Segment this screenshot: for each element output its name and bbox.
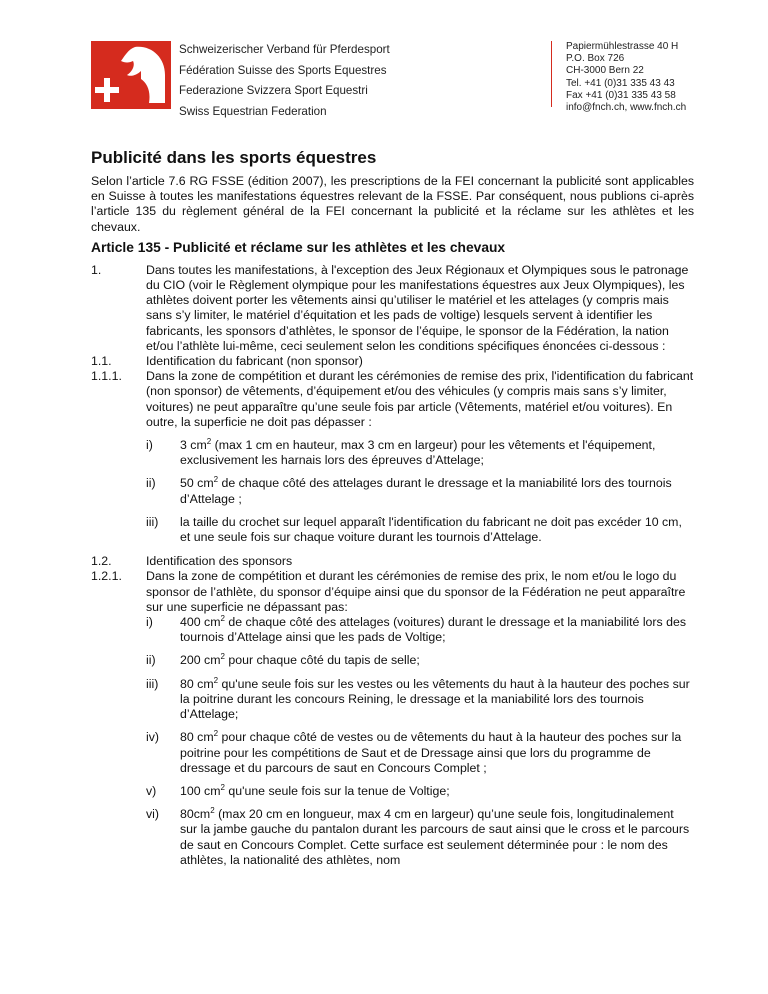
section-number: 1.2.1. <box>91 569 122 584</box>
document-title: Publicité dans les sports équestres <box>91 148 377 167</box>
contact-po-box: P.O. Box 726 <box>566 53 625 65</box>
org-name-it: Federazione Svizzera Sport Equestri <box>179 84 368 98</box>
item-text: 3 $cm^2$ (max 1 cm en hauteur, max 3 cm en largeur) pour les vêtements et l'équipement, exclusivement les harnais lors des épreuves d’Attelage; <box>180 437 656 468</box>
item-number: ii) <box>146 476 156 491</box>
contact-block <box>566 41 686 114</box>
org-name-de: Schweizerischer Verband für Pferdesport <box>179 43 390 56</box>
item-text: 400 $cm^2$ de chaque côté des attelages (voitures) durant le dressage et la maniabilité lors des tournois d’Attelage ainsi que les pads de Voltige; <box>180 614 687 645</box>
item-text: 100 $cm^2$ qu'une seule fois sur la tenue de Voltige; <box>180 782 450 798</box>
item-text: la taille du crochet sur lequel apparaît l'identification du fabricant ne doit pas excéder 10 cm, et une seule fois sur chaque voiture durant les tournois d’Attelage. <box>180 514 682 545</box>
section-1-2-1 <box>91 569 694 615</box>
item-number: i) <box>146 615 153 630</box>
item-number: ii) <box>146 653 156 668</box>
item-text: 50 $cm^2$ de chaque côté des attelages durant le dressage et la maniabilité lors des tournois d’Attelage ; <box>180 475 672 506</box>
section-heading: Identification du fabricant (non sponsor) <box>146 354 363 369</box>
section-number: 1.2. <box>91 554 112 569</box>
section-text: Dans la zone de compétition et durant les cérémonies de remise des prix, le nom et/ou le logo du sponsor de l’athlète, du sponsor d’équipe ainsi que du sponsor de la Fédération ne peut apparaître sur une superficie ne dépassant pas: <box>146 569 686 614</box>
item-number: vi) <box>146 807 160 822</box>
item-number: v) <box>146 783 157 798</box>
list-item <box>146 515 694 545</box>
contact-city: CH-3000 Bern 22 <box>566 65 644 77</box>
item-number: iii) <box>146 514 159 529</box>
item-text: $80cm^2$ (max 20 cm en longueur, max 4 cm en largeur) qu’une seule fois, longitudinalement sur la jambe gauche du pantalon durant les parcours de saut ainsi que le cross et le parcours de saut en Concours Complet. Cette surface est seulement déterminée pour : le nom des athlètes, la nationalité des athlètes, nom <box>180 806 690 867</box>
section-number: 1. <box>91 262 102 277</box>
list-item <box>146 615 694 645</box>
item-text: 200 $cm^2$ pour chaque côté du tapis de selle; <box>180 652 420 668</box>
org-name-en: Swiss Equestrian Federation <box>179 104 327 118</box>
list-item <box>146 677 694 723</box>
section-number: 1.1. <box>91 354 112 369</box>
organization-names <box>179 40 390 122</box>
org-name-fr: Fédération Suisse des Sports Equestres <box>179 63 387 77</box>
section-number: 1.1.1. <box>91 369 122 384</box>
list-item <box>146 730 694 776</box>
document-body <box>91 148 694 868</box>
article-title: Article 135 - Publicité et réclame sur les athlètes et les chevaux <box>91 239 506 255</box>
item-text: 80 $cm^2$ qu'une seule fois sur les vestes ou les vêtements du haut à la hauteur des poches sur la poitrine durant les concours Reining, le dressage et la maniabilité lors des tournois d’Attelage; <box>180 675 690 722</box>
item-number: iii) <box>146 676 159 691</box>
list-item <box>146 438 694 468</box>
list-item <box>146 653 694 668</box>
item-number: iv) <box>146 730 160 745</box>
section-text: Dans toutes les manifestations, à l'exception des Jeux Régionaux et Olympiques sous le patronage du CIO (voir le Règlement olympique pour les manifestations équestres aux Jeux Olympiques), les athlètes doivent porter les vêtements ainsi qu’utiliser le matériel et les attelages (y compris mais sans s’y limiter, le matériel d’équitation et les pads de voltige) lesquels servent à identifier les fabricants, les sponsors d’athlètes, le sponsor de l’équipe, le sponsor de la Fédération, la nation et/ou l’athlète lui-même, ceci seulement selon les conditions spécifiques énoncées ci-dessous : <box>146 262 689 353</box>
list-item <box>146 784 694 799</box>
section-1-1 <box>91 354 694 369</box>
header-divider <box>551 41 552 107</box>
contact-tel: Tel. +41 (0)31 335 43 43 <box>566 77 675 89</box>
section-text: Dans la zone de compétition et durant les cérémonies de remise des prix, l'identification du fabricant (non sponsor) de vêtements, d’équipement et/ou des véhicules (y compris mais sans s’y limiter, voitures) ne peut apparaître qu’une seule fois par article (Vêtements, matériel et/ou voitures). En outre, la superficie ne doit pas dépasser : <box>146 369 694 429</box>
section-heading: Identification des sponsors <box>146 554 293 569</box>
intro-paragraph: Selon l’article 7.6 RG FSSE (édition 2007), les prescriptions de la FEI concernant la publicité sont applicables en Suisse à toutes les manifestations équestres relevant de la FSSE. Par conséquent, nous publions ci-après l’article 135 du règlement général de la FEI concernant la publicité et la réclame sur les athlètes et les chevaux. <box>91 174 694 234</box>
contact-address: Papiermühlestrasse 40 H <box>566 41 679 52</box>
section-1-1-1 <box>91 369 694 430</box>
contact-web[interactable]: info@fnch.ch, www.fnch.ch <box>566 102 687 114</box>
section-1-2 <box>91 554 694 569</box>
contact-fax: Fax +41 (0)31 335 43 58 <box>566 89 676 101</box>
fnch-logo-icon <box>91 41 171 109</box>
section-1 <box>91 263 694 354</box>
list-item <box>146 476 694 506</box>
item-number: i) <box>146 438 153 453</box>
list-item <box>146 807 694 868</box>
item-text: 80 $cm^2$ pour chaque côté de vestes ou de vêtements du haut à la hauteur des poches sur la poitrine pour les compétitions de Saut et de Dressage ainsi que lors du programme de dressage et du parcours de saut en Concours Complet ; <box>180 729 682 775</box>
